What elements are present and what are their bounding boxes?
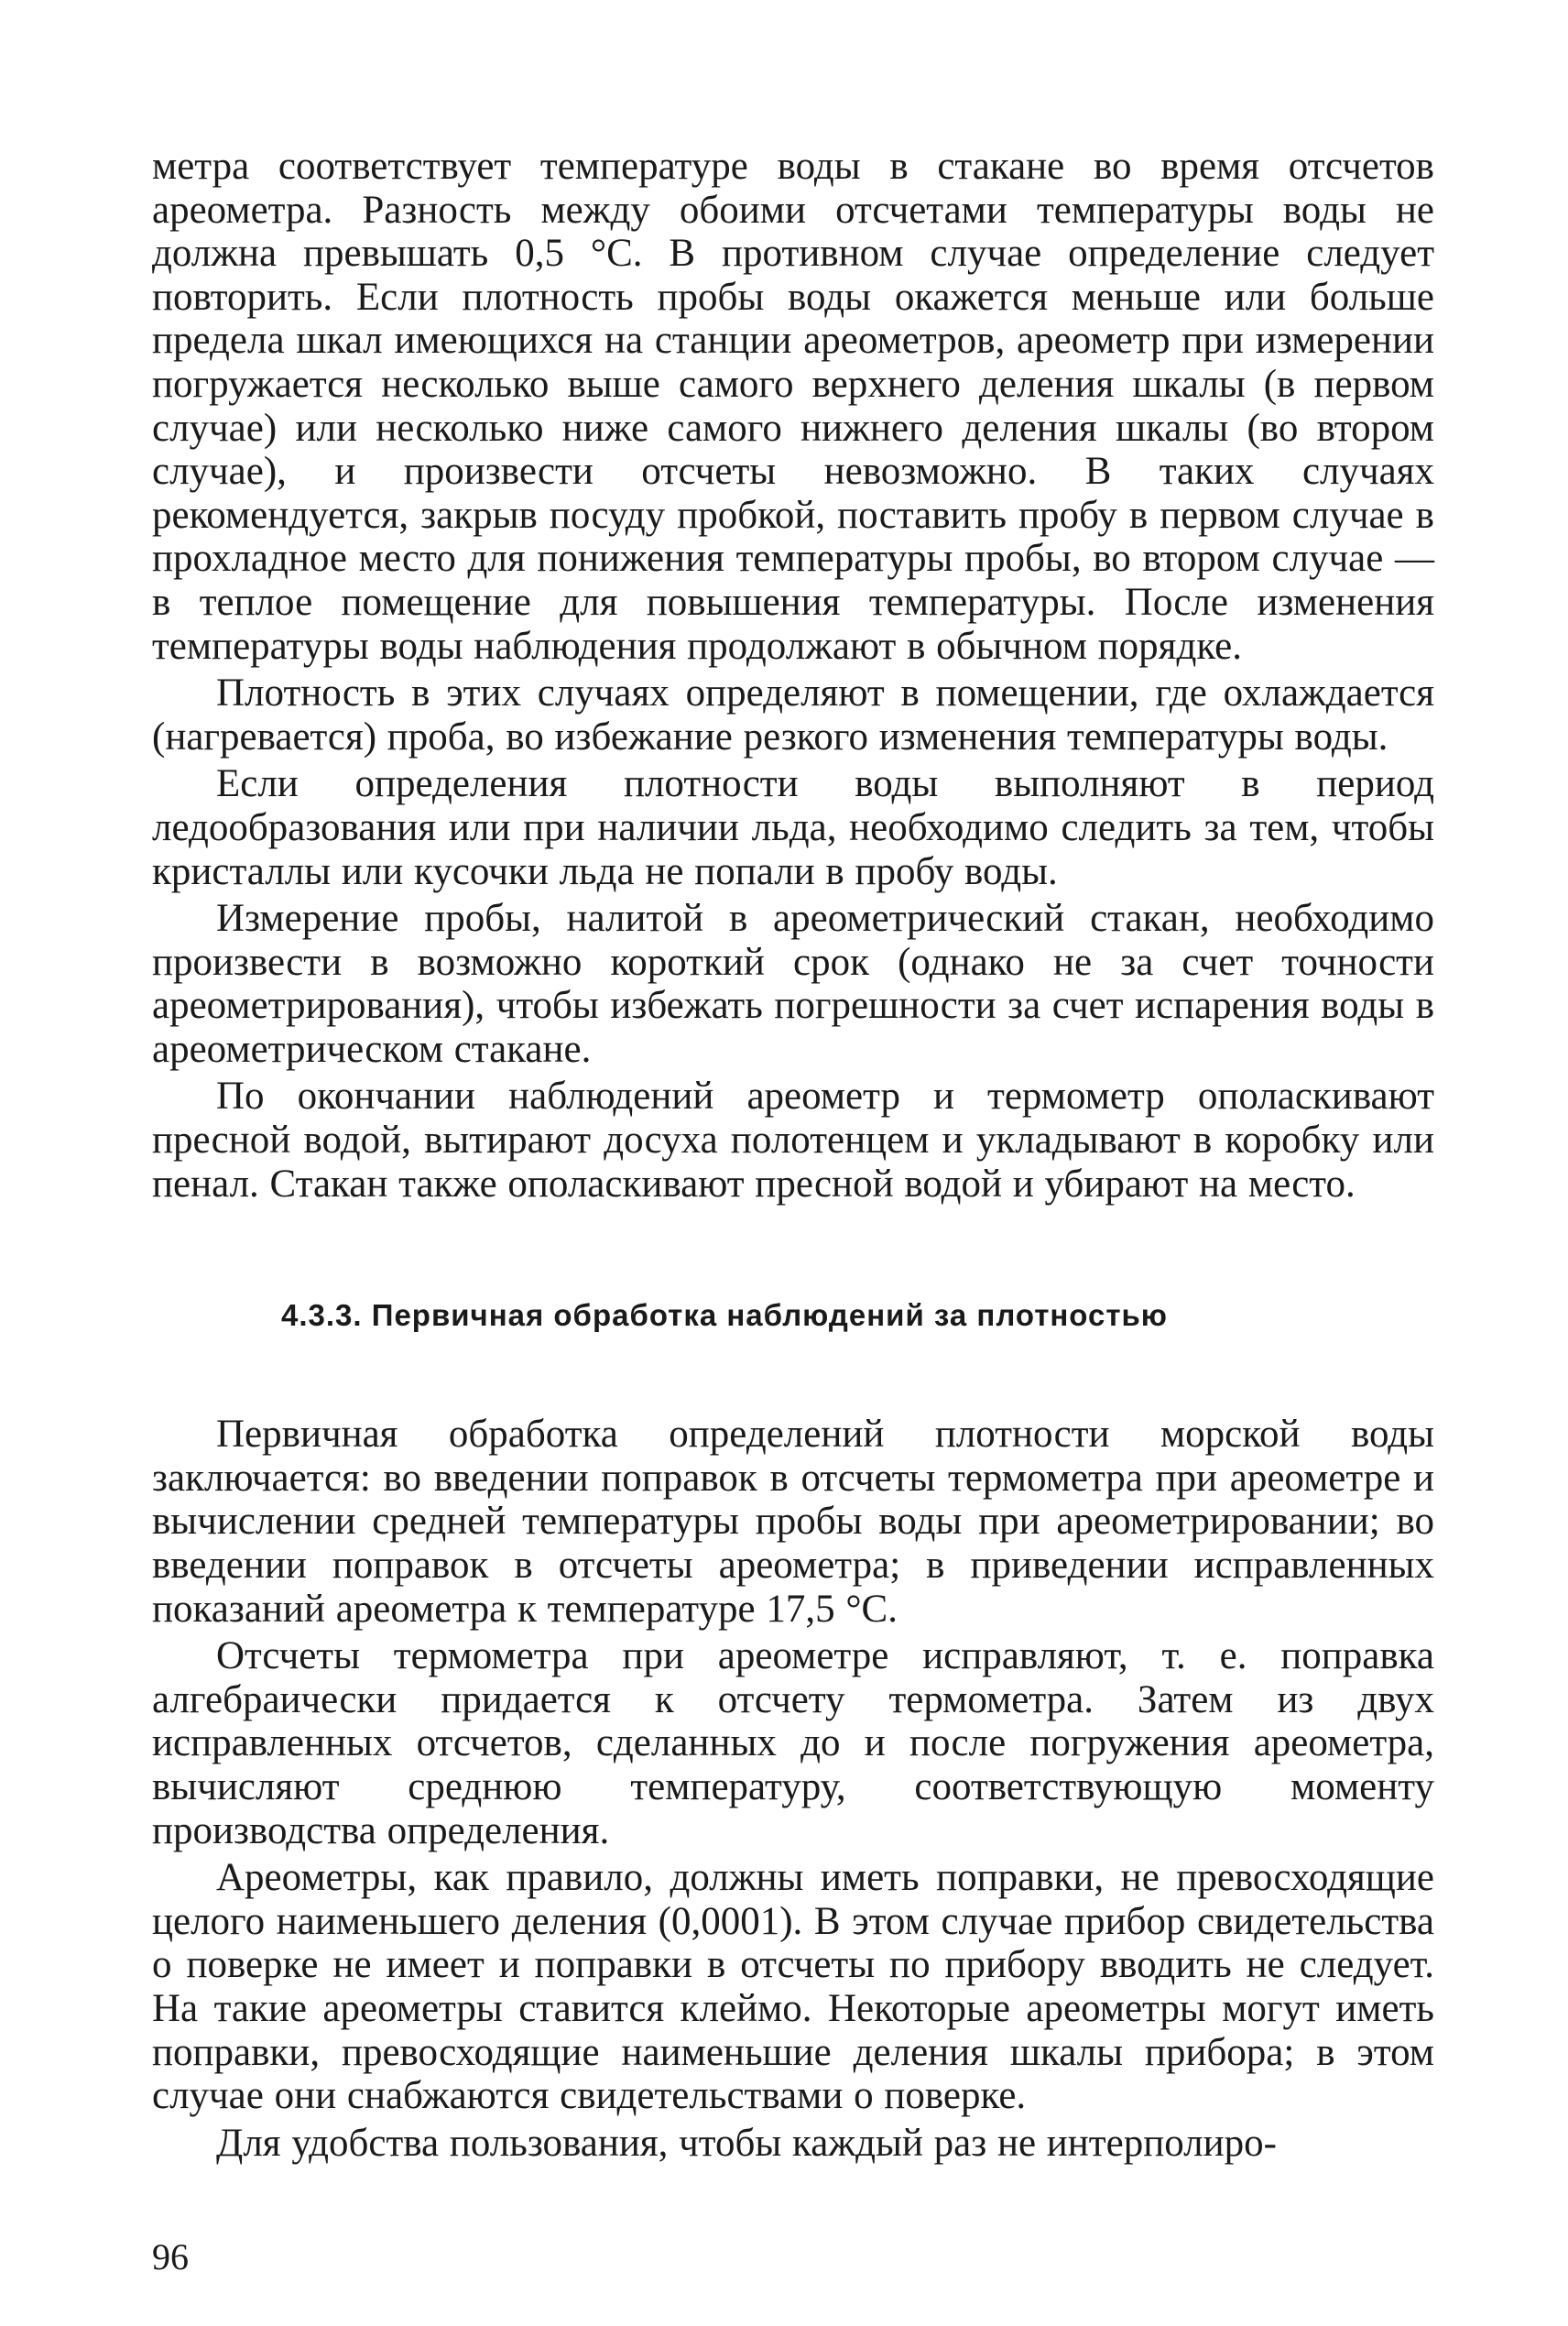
paragraph: Плотность в этих случаях определяют в помещении, где охлаждается (нагревается) проба, во избежание резкого изменения температуры воды. <box>152 672 1434 759</box>
paragraph: Отсчеты термометра при ареометре исправляют, т. е. поправка алгебраически придается к отсчету термометра. Затем из двух исправленных отсчетов, сделанных до и после погружения ареометра, вычисляют среднюю температуру, соответствующую моменту производства определения. <box>152 1634 1434 1852</box>
paragraph: Первичная обработка определений плотности морской воды заключается: во введении поправок в отсчеты термометра при ареометре и вычислении средней температуры пробы воды при ареометрировании; во введении поправок в отсчеты ареометра; в приведении исправленных показаний ареометра к температуре 17,5 °С. <box>152 1413 1434 1631</box>
paragraph: Ареометры, как правило, должны иметь поправки, не превосходящие целого наименьшего деления (0,0001). В этом случае прибор свидетельства о поверке не имеет и поправки в отсчеты по прибору вводить не следует. На такие ареометры ставится клеймо. Некоторые ареометры могут иметь поправки, превосходящие наименьшие деления шкалы прибора; в этом случае они снабжаются свидетельствами о поверке. <box>152 1856 1434 2118</box>
paragraph: Для удобства пользования, чтобы каждый раз не интерполиро- <box>216 2121 1277 2165</box>
paragraph: Измерение пробы, налитой в ареометрический стакан, необходимо произвести в возможно короткий срок (однако не за счет точности ареометрирования), чтобы избежать погрешности за счет испарения воды в ареометрическом стакане. <box>152 897 1434 1071</box>
page-number: 96 <box>152 2236 189 2277</box>
section-heading: 4.3.3. Первичная обработка наблюдений за плотностью <box>281 1298 1168 1333</box>
paragraph: Если определения плотности воды выполняют в период ледообразования или при наличии льда, необходимо следить за тем, чтобы кристаллы или кусочки льда не попали в пробу воды. <box>152 762 1434 893</box>
paragraph: метра соответствует температуре воды в стакане во время отсчетов ареометра. Разность между обоими отсчетами температуры воды не должна превышать 0,5 °С. В противном случае определение следует повторить. Если плотность пробы воды окажется меньше или больше предела шкал имеющихся на станции ареометров, ареометр при измерении погружается несколько выше самого верхнего деления шкалы (в первом случае) или несколько ниже самого нижнего деления шкалы (во втором случае), и произвести отсчеты невозможно. В таких случаях рекомендуется, закрыв посуду пробкой, поставить пробу в первом случае в прохладное место для понижения температуры пробы, во втором случае — в теплое помещение для повышения температуры. После изменения температуры воды наблюдения продолжают в обычном порядке. <box>152 145 1434 668</box>
paragraph: По окончании наблюдений ареометр и термометр ополаскивают пресной водой, вытирают досуха полотенцем и укладывают в коробку или пенал. Стакан также ополаскивают пресной водой и убирают на место. <box>152 1075 1434 1206</box>
page-body <box>152 145 1434 2165</box>
